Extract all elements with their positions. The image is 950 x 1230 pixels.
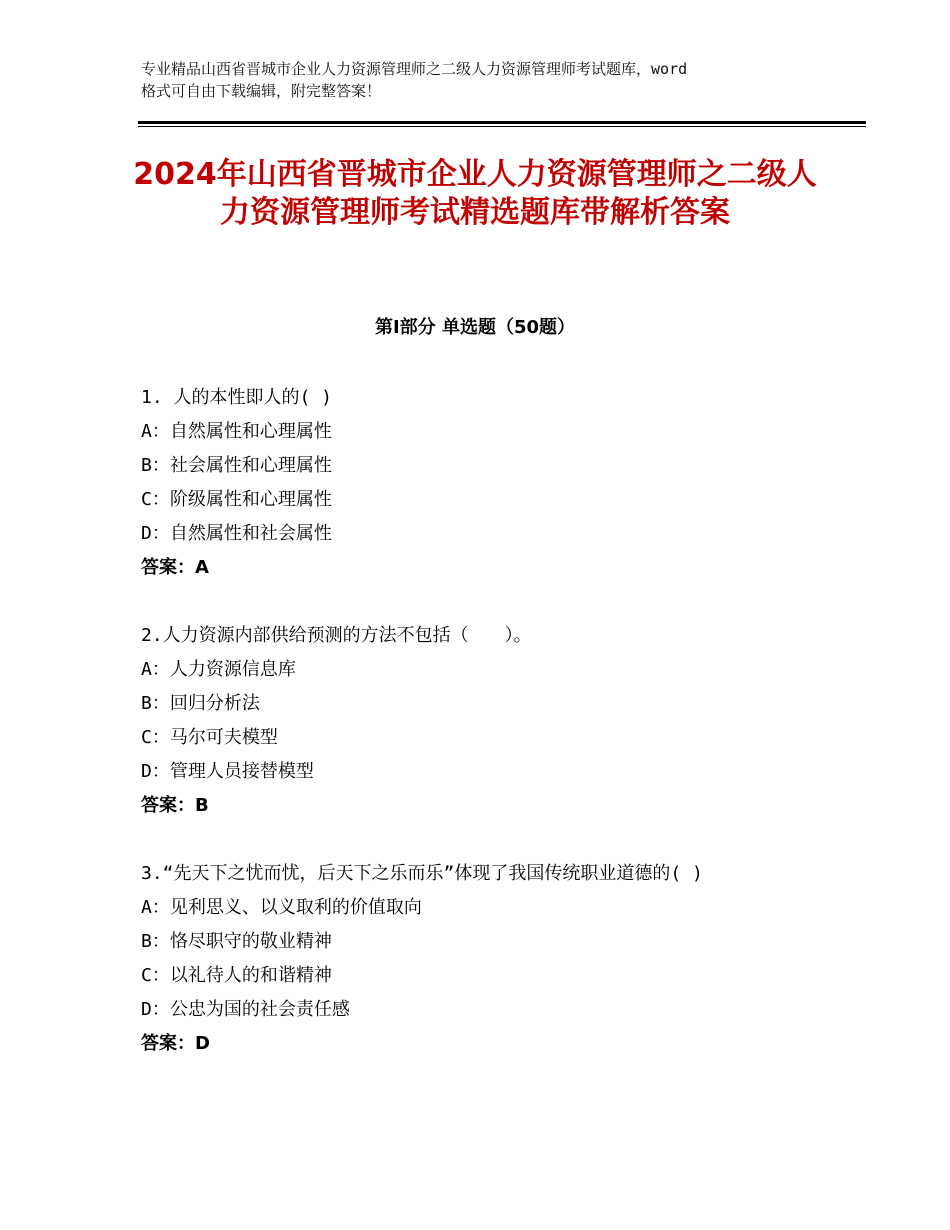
header-note-line-2: 格式可自由下载编辑，附完整答案！ (141, 82, 382, 100)
option-b: B：回归分析法 (141, 693, 260, 714)
question-list (141, 381, 821, 1095)
question-3 (141, 857, 821, 1061)
question-stem: 3.“先天下之忧而忧，后天下之乐而乐”体现了我国传统职业道德的( ) (141, 863, 703, 884)
answer-line: 答案：B (141, 795, 209, 816)
header-note-line-1: 专业精品山西省晋城市企业人力资源管理师之二级人力资源管理师考试题库，word (141, 60, 688, 78)
question-stem: 2.人力资源内部供给预测的方法不包括（ ）。 (141, 625, 532, 646)
option-a: A：自然属性和心理属性 (141, 421, 332, 442)
answer-line: 答案：A (141, 557, 209, 578)
header-divider-thin (138, 126, 866, 127)
document-title: 2024年山西省晋城市企业人力资源管理师之二级人力资源管理师考试精选题库带解析答案 (133, 157, 817, 230)
option-d: D：公忠为国的社会责任感 (141, 999, 350, 1020)
option-b: B：社会属性和心理属性 (141, 455, 332, 476)
header-divider-thick (138, 121, 866, 124)
option-b: B：恪尽职守的敬业精神 (141, 931, 332, 952)
option-d: D：管理人员接替模型 (141, 761, 314, 782)
option-a: A：人力资源信息库 (141, 659, 296, 680)
option-a: A：见利思义、以义取利的价值取向 (141, 897, 422, 918)
header-note (141, 58, 821, 102)
option-c: C：以礼待人的和谐精神 (141, 965, 332, 986)
question-1 (141, 381, 821, 585)
question-stem: 1. 人的本性即人的( ) (141, 387, 333, 408)
question-2 (141, 619, 821, 823)
answer-line: 答案：D (141, 1033, 210, 1054)
option-d: D：自然属性和社会属性 (141, 523, 332, 544)
section-title: 第Ⅰ部分 单选题（50题） (374, 317, 575, 338)
option-c: C：阶级属性和心理属性 (141, 489, 332, 510)
option-c: C：马尔可夫模型 (141, 727, 278, 748)
